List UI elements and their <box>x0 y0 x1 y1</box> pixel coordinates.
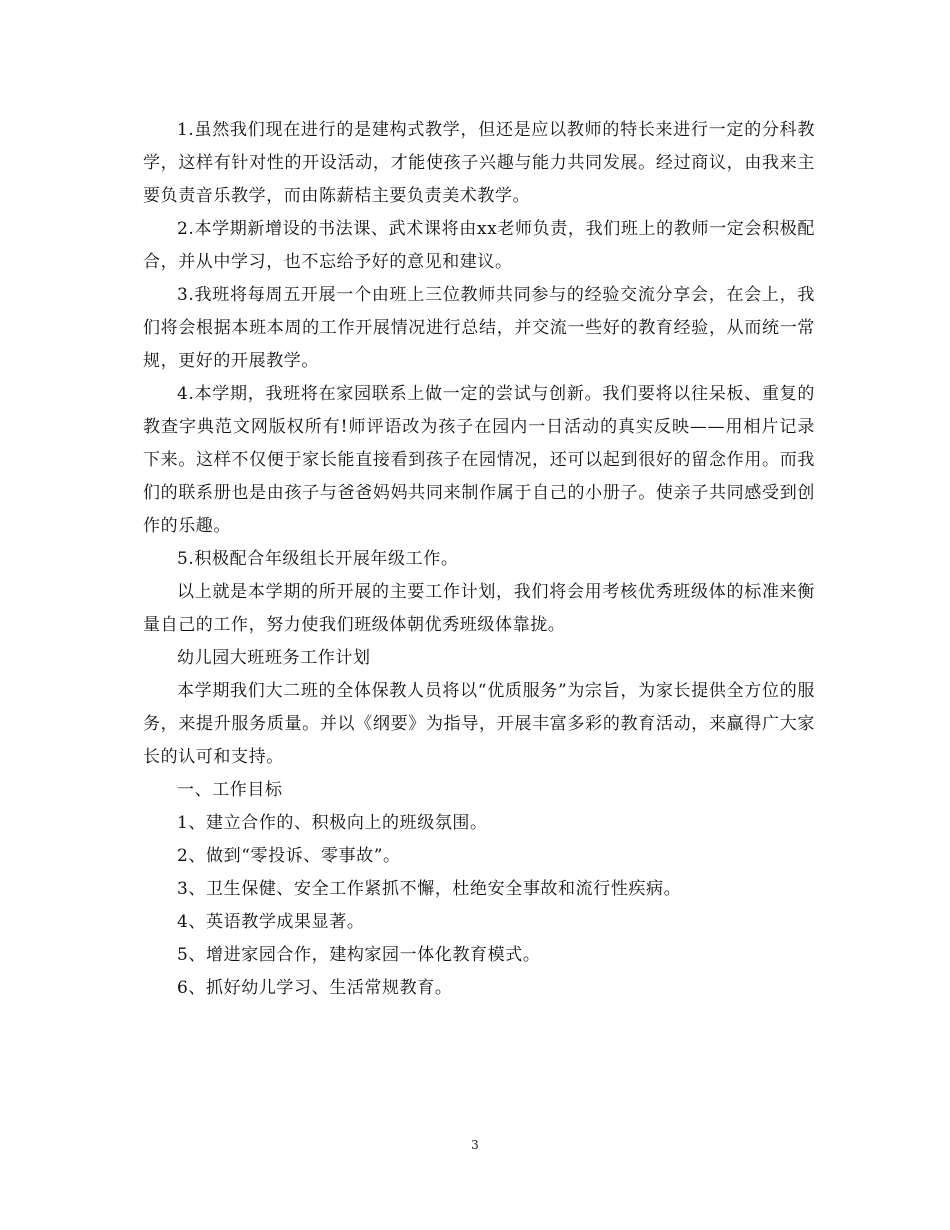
paragraph-item-2: 2.本学期新增设的书法课、武术课将由xx老师负责，我们班上的教师一定会积极配合，并从中学习，也不忘给予好的意见和建议。 <box>143 219 815 272</box>
goal-item-2: 2、做到“零投诉、零事故”。 <box>177 846 401 866</box>
paragraph-item-5: 5.积极配合年级组长开展年级工作。 <box>177 549 459 569</box>
paragraph-item-4: 4.本学期，我班将在家园联系上做一定的尝试与创新。我们要将以往呆板、重复的教查字典范文网版权所有!师评语改为孩子在园内一日活动的真实反映——用相片记录下来。这样不仅便于家长能直接看到孩子在园情况，还可以起到很好的留念作用。而我们的联系册也是由孩子与爸爸妈妈共同来制作属于自己的小册子。使亲子共同感受到创作的乐趣。 <box>143 384 815 536</box>
goal-item-5: 5、增进家园合作，建构家园一体化教育模式。 <box>177 945 541 965</box>
paragraph-item-1: 1.虽然我们现在进行的是建构式教学，但还是应以教师的特长来进行一定的分科教学，这样有针对性的开设活动，才能使孩子兴趣与能力共同发展。经过商议，由我来主要负责音乐教学，而由陈薪桔主要负责美术教学。 <box>143 120 815 206</box>
intro-paragraph: 本学期我们大二班的全体保教人员将以“优质服务”为宗旨，为家长提供全方位的服务，来提升服务质量。并以《纲要》为指导，开展丰富多彩的教育活动，来赢得广大家长的认可和支持。 <box>143 681 815 767</box>
section-title: 幼儿园大班班务工作计划 <box>177 648 371 668</box>
page-number: 3 <box>471 1138 479 1152</box>
paragraph-item-3: 3.我班将每周五开展一个由班上三位教师共同参与的经验交流分享会，在会上，我们将会根据本班本周的工作开展情况进行总结，并交流一些好的教育经验，从而统一常规，更好的开展教学。 <box>143 285 815 371</box>
goal-item-4: 4、英语教学成果显著。 <box>177 912 365 932</box>
document-body <box>143 114 815 1005</box>
goal-item-1: 1、建立合作的、积极向上的班级氛围。 <box>177 813 488 833</box>
goal-item-6: 6、抓好幼儿学习、生活常规教育。 <box>177 978 453 998</box>
goal-item-3: 3、卫生保健、安全工作紧抓不懈，杜绝安全事故和流行性疾病。 <box>177 879 682 899</box>
paragraph-summary: 以上就是本学期的所开展的主要工作计划，我们将会用考核优秀班级体的标准来衡量自己的工作，努力使我们班级体朝优秀班级体靠拢。 <box>143 582 815 635</box>
goals-heading: 一、工作目标 <box>177 780 283 800</box>
